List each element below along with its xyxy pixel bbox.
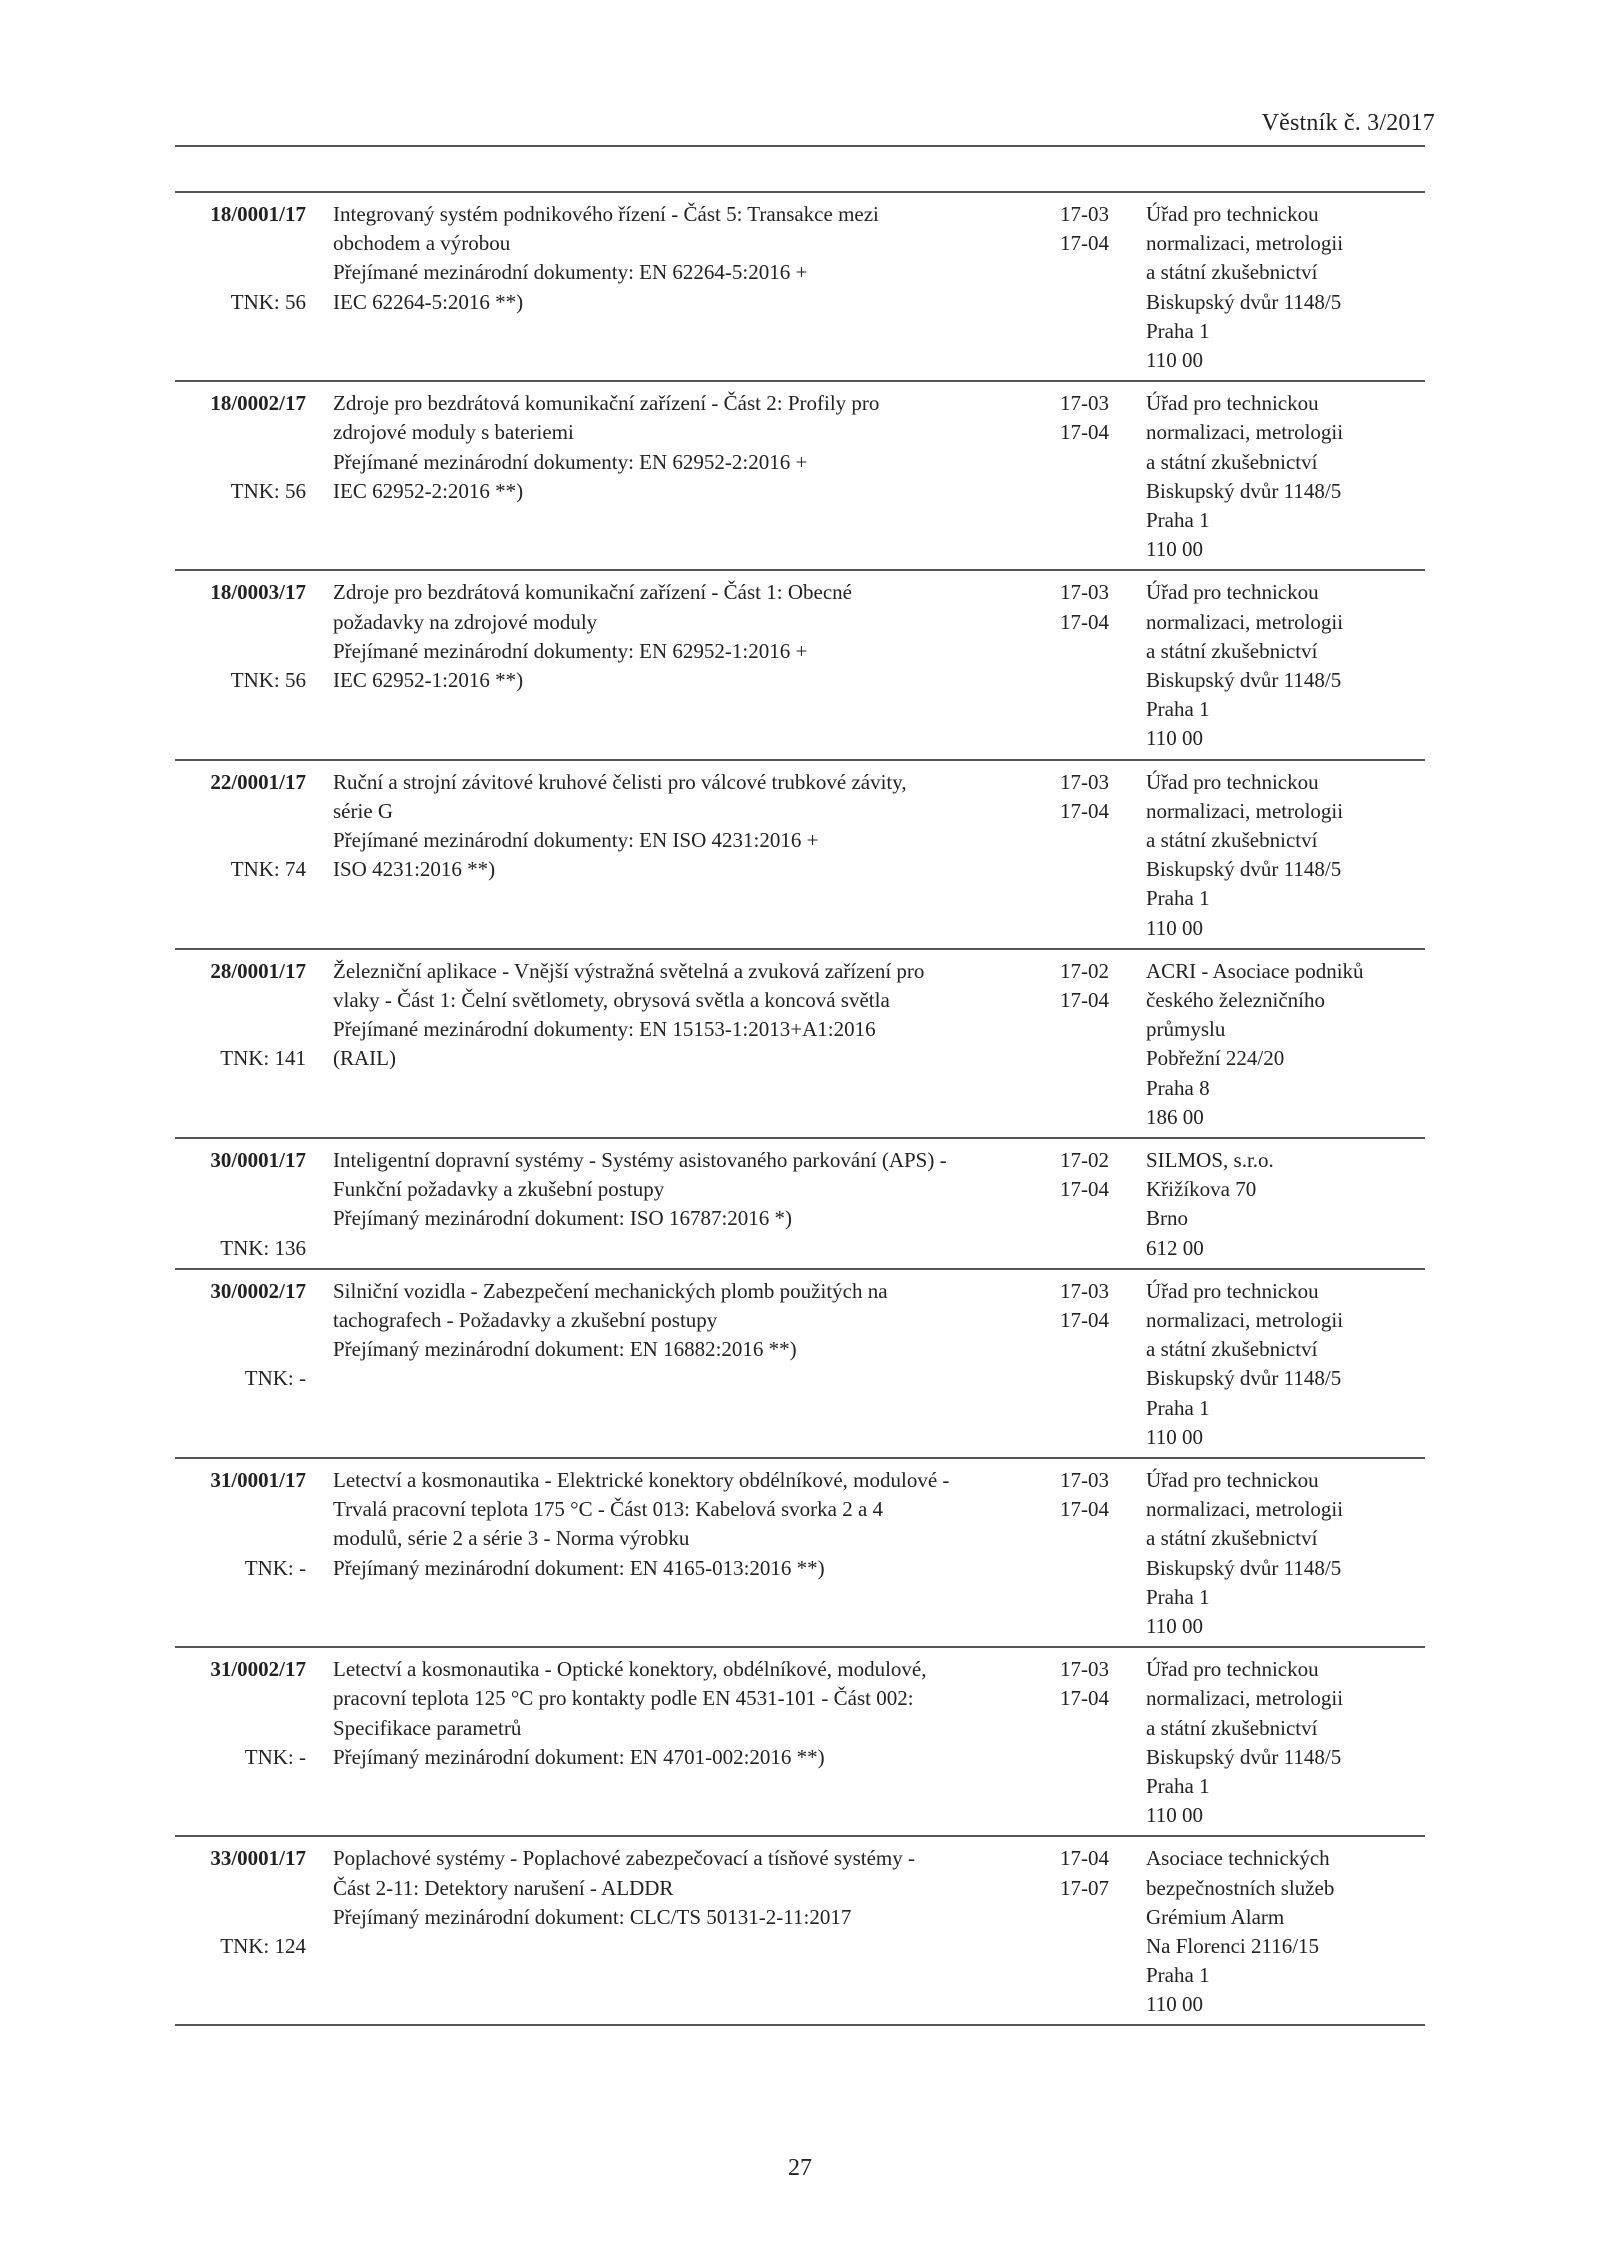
description-line: tachografech - Požadavky a zkušební postupy (333, 1307, 718, 1332)
organization-line: 186 00 (1146, 1104, 1204, 1129)
dates-cell (1060, 200, 1146, 380)
organization-line: Křižíkova 70 (1146, 1177, 1257, 1202)
description-cell (306, 768, 1060, 948)
description-line: Přejímaný mezinárodní dokument: EN 16882:2016 **) (333, 1337, 797, 1362)
date-value: 17-04 (1060, 1686, 1109, 1711)
table-row (175, 382, 1425, 571)
dates-cell (1060, 1655, 1146, 1835)
organization-line: Úřad pro technickou (1146, 202, 1319, 226)
code-cell (175, 578, 306, 758)
code-cell (175, 1277, 306, 1457)
organization-line: Biskupský dvůr 1148/5 (1146, 857, 1342, 882)
description-line: Poplachové systémy - Poplachové zabezpečovací a tísňové systémy - (333, 1846, 915, 1871)
date-value: 17-03 (1060, 1278, 1109, 1303)
dates-cell (1060, 389, 1146, 569)
notification-code: 18/0003/17 (210, 580, 306, 605)
description-line: Železniční aplikace - Vnější výstražná světelná a zvuková zařízení pro (333, 958, 925, 983)
dates-cell (1060, 578, 1146, 758)
date-value: 17-04 (1060, 798, 1109, 823)
organization-cell (1146, 200, 1425, 380)
date-value: 17-04 (1060, 420, 1109, 445)
table-row (175, 1139, 1425, 1270)
organization-line: 612 00 (1146, 1235, 1204, 1260)
organization-line: Asociace technických (1146, 1846, 1330, 1871)
organization-cell (1146, 1146, 1425, 1268)
notification-code: 28/0001/17 (210, 958, 306, 983)
page-number: 27 (788, 2155, 812, 2181)
organization-line: a státní zkušebnictví (1146, 827, 1318, 852)
description-cell (306, 1844, 1060, 2024)
organization-line: Biskupský dvůr 1148/5 (1146, 289, 1342, 314)
table-row (175, 571, 1425, 760)
description-line: obchodem a výrobou (333, 231, 511, 256)
notification-code: 30/0002/17 (210, 1278, 306, 1303)
notification-code: 18/0001/17 (210, 202, 306, 226)
tnk-label: TNK: - (244, 1744, 306, 1769)
code-cell (175, 957, 306, 1137)
notification-code: 31/0002/17 (210, 1657, 306, 1682)
description-line: Letectví a kosmonautika - Elektrické konektory obdélníkové, modulové - (333, 1467, 950, 1492)
organization-line: normalizaci, metrologii (1146, 1497, 1344, 1522)
description-line: Silniční vozidla - Zabezpečení mechanických plomb použitých na (333, 1278, 888, 1303)
description-line: Přejímaný mezinárodní dokument: CLC/TS 50131-2-11:2017 (333, 1904, 852, 1929)
organization-line: normalizaci, metrologii (1146, 798, 1344, 823)
tnk-label: TNK: 56 (230, 478, 306, 503)
date-value: 17-04 (1060, 1307, 1109, 1332)
table-row (175, 193, 1425, 382)
date-value: 17-07 (1060, 1875, 1109, 1900)
description-line: Ruční a strojní závitové kruhové čelisti pro válcové trubkové závity, (333, 769, 907, 794)
tnk-label: TNK: - (244, 1555, 306, 1580)
description-line: IEC 62952-2:2016 **) (333, 478, 524, 503)
date-value: 17-03 (1060, 1467, 1109, 1492)
organization-line: normalizaci, metrologii (1146, 231, 1344, 256)
tnk-label: TNK: 56 (230, 289, 306, 314)
table-row (175, 1270, 1425, 1459)
description-line: Zdroje pro bezdrátová komunikační zařízení - Část 1: Obecné (333, 580, 852, 605)
description-cell (306, 389, 1060, 569)
code-cell (175, 200, 306, 380)
organization-line: Pobřežní 224/20 (1146, 1046, 1285, 1071)
organization-line: normalizaci, metrologii (1146, 609, 1344, 634)
description-line: vlaky - Část 1: Čelní světlomety, obrysová světla a koncová světla (333, 987, 890, 1012)
description-line: požadavky na zdrojové moduly (333, 609, 598, 634)
organization-line: Praha 1 (1146, 697, 1210, 722)
organization-line: průmyslu (1146, 1017, 1226, 1042)
table-row (175, 1837, 1425, 2026)
organization-line: Úřad pro technickou (1146, 1278, 1319, 1303)
organization-line: Úřad pro technickou (1146, 1467, 1319, 1492)
organization-line: Praha 1 (1146, 886, 1210, 911)
header-rule (175, 145, 1425, 147)
organization-line: českého železničního (1146, 987, 1325, 1012)
organization-line: Praha 1 (1146, 508, 1210, 532)
description-line: (RAIL) (333, 1046, 396, 1071)
organization-cell (1146, 1466, 1425, 1646)
organization-line: Praha 1 (1146, 1963, 1210, 1988)
organization-line: 110 00 (1146, 1992, 1203, 2017)
dates-cell (1060, 768, 1146, 948)
description-line: Specifikace parametrů (333, 1715, 522, 1740)
description-line: Přejímané mezinárodní dokumenty: EN 15153-1:2013+A1:2016 (333, 1017, 876, 1042)
date-value: 17-04 (1060, 609, 1109, 634)
tnk-label: TNK: 56 (230, 667, 306, 692)
description-line: Přejímané mezinárodní dokumenty: EN ISO 4231:2016 + (333, 827, 819, 852)
organization-line: Praha 1 (1146, 1773, 1210, 1798)
organization-line: Praha 1 (1146, 318, 1210, 343)
organization-line: Úřad pro technickou (1146, 769, 1319, 794)
notification-code: 22/0001/17 (210, 769, 306, 794)
table-row (175, 950, 1425, 1139)
date-value: 17-04 (1060, 987, 1109, 1012)
tnk-label: TNK: 124 (220, 1933, 306, 1958)
organization-cell (1146, 578, 1425, 758)
description-line: Přejímané mezinárodní dokumenty: EN 62952-2:2016 + (333, 449, 808, 474)
description-cell (306, 1466, 1060, 1646)
table-row (175, 1648, 1425, 1837)
description-cell (306, 957, 1060, 1137)
dates-cell (1060, 957, 1146, 1137)
description-line: série G (333, 798, 394, 823)
organization-line: normalizaci, metrologii (1146, 420, 1344, 445)
description-line: Přejímané mezinárodní dokumenty: EN 62952-1:2016 + (333, 638, 808, 663)
dates-cell (1060, 1844, 1146, 2024)
description-cell (306, 200, 1060, 380)
organization-line: Biskupský dvůr 1148/5 (1146, 667, 1342, 692)
organization-line: 110 00 (1146, 1424, 1203, 1449)
notification-code: 18/0002/17 (210, 391, 306, 416)
organization-line: a státní zkušebnictví (1146, 1715, 1318, 1740)
description-line: Část 2-11: Detektory narušení - ALDDR (333, 1875, 674, 1900)
description-line: IEC 62264-5:2016 **) (333, 289, 524, 314)
organization-line: Na Florenci 2116/15 (1146, 1933, 1320, 1958)
organization-line: Biskupský dvůr 1148/5 (1146, 1744, 1342, 1769)
organization-line: Úřad pro technickou (1146, 391, 1319, 416)
organization-line: 110 00 (1146, 915, 1203, 940)
organization-line: a státní zkušebnictví (1146, 638, 1318, 663)
organization-line: Biskupský dvůr 1148/5 (1146, 1366, 1342, 1391)
table-row (175, 1459, 1425, 1648)
organization-line: normalizaci, metrologii (1146, 1686, 1344, 1711)
notification-code: 33/0001/17 (210, 1846, 306, 1871)
organization-cell (1146, 957, 1425, 1137)
date-value: 17-04 (1060, 1846, 1109, 1871)
description-line: Přejímané mezinárodní dokumenty: EN 62264-5:2016 + (333, 260, 808, 285)
organization-line: bezpečnostních služeb (1146, 1875, 1335, 1900)
organization-line: Grémium Alarm (1146, 1904, 1285, 1929)
organization-line: Praha 1 (1146, 1584, 1210, 1609)
tnk-label: TNK: 74 (230, 857, 306, 882)
description-line: Přejímaný mezinárodní dokument: ISO 16787:2016 *) (333, 1206, 793, 1231)
description-cell (306, 1146, 1060, 1268)
organization-cell (1146, 768, 1425, 948)
code-cell (175, 1146, 306, 1268)
description-line: Funkční požadavky a zkušební postupy (333, 1177, 665, 1202)
description-line: Integrovaný systém podnikového řízení - Část 5: Transakce mezi (333, 202, 879, 226)
code-cell (175, 389, 306, 569)
date-value: 17-03 (1060, 202, 1109, 226)
date-value: 17-03 (1060, 1657, 1109, 1682)
organization-line: 110 00 (1146, 726, 1203, 751)
description-line: pracovní teplota 125 °C pro kontakty podle EN 4531-101 - Část 002: (333, 1686, 914, 1711)
organization-line: a státní zkušebnictví (1146, 260, 1318, 285)
organization-line: a státní zkušebnictví (1146, 1526, 1318, 1551)
notification-code: 31/0001/17 (210, 1467, 306, 1492)
standards-table (175, 191, 1425, 2026)
code-cell (175, 1844, 306, 2024)
notification-code: 30/0001/17 (210, 1147, 306, 1172)
date-value: 17-04 (1060, 1497, 1109, 1522)
tnk-label: TNK: 141 (220, 1046, 306, 1071)
date-value: 17-03 (1060, 769, 1109, 794)
description-cell (306, 1655, 1060, 1835)
organization-line: Biskupský dvůr 1148/5 (1146, 478, 1342, 503)
organization-line: 110 00 (1146, 537, 1203, 562)
date-value: 17-02 (1060, 958, 1109, 983)
description-line: Inteligentní dopravní systémy - Systémy asistovaného parkování (APS) - (333, 1147, 947, 1172)
organization-line: ACRI - Asociace podniků (1146, 958, 1364, 983)
description-line: IEC 62952-1:2016 **) (333, 667, 524, 692)
description-line: Letectví a kosmonautika - Optické konektory, obdélníkové, modulové, (333, 1657, 927, 1682)
organization-line: a státní zkušebnictví (1146, 1337, 1318, 1362)
description-line: modulů, série 2 a série 3 - Norma výrobku (333, 1526, 690, 1551)
organization-line: Úřad pro technickou (1146, 580, 1319, 605)
organization-line: Praha 1 (1146, 1395, 1210, 1420)
table-row (175, 761, 1425, 950)
dates-cell (1060, 1466, 1146, 1646)
organization-line: 110 00 (1146, 1613, 1203, 1638)
organization-line: normalizaci, metrologii (1146, 1307, 1344, 1332)
organization-line: 110 00 (1146, 348, 1203, 373)
description-line: Přejímaný mezinárodní dokument: EN 4165-013:2016 **) (333, 1555, 825, 1580)
organization-cell (1146, 1655, 1425, 1835)
organization-cell (1146, 389, 1425, 569)
description-line: ISO 4231:2016 **) (333, 857, 496, 882)
description-cell (306, 1277, 1060, 1457)
organization-cell (1146, 1277, 1425, 1457)
organization-line: Úřad pro technickou (1146, 1657, 1319, 1682)
code-cell (175, 768, 306, 948)
tnk-label: TNK: 136 (220, 1235, 306, 1260)
organization-line: SILMOS, s.r.o. (1146, 1147, 1274, 1172)
date-value: 17-04 (1060, 231, 1109, 256)
organization-line: Brno (1146, 1206, 1188, 1231)
description-line: Zdroje pro bezdrátová komunikační zařízení - Část 2: Profily pro (333, 391, 880, 416)
date-value: 17-02 (1060, 1147, 1109, 1172)
description-cell (306, 578, 1060, 758)
date-value: 17-04 (1060, 1177, 1109, 1202)
tnk-label: TNK: - (244, 1366, 306, 1391)
organization-line: Biskupský dvůr 1148/5 (1146, 1555, 1342, 1580)
description-line: Trvalá pracovní teplota 175 °C - Část 013: Kabelová svorka 2 a 4 (333, 1497, 884, 1522)
description-line: zdrojové moduly s bateriemi (333, 420, 574, 445)
dates-cell (1060, 1277, 1146, 1457)
code-cell (175, 1466, 306, 1646)
dates-cell (1060, 1146, 1146, 1268)
date-value: 17-03 (1060, 580, 1109, 605)
organization-line: 110 00 (1146, 1803, 1203, 1828)
organization-line: Praha 8 (1146, 1075, 1210, 1100)
organization-cell (1146, 1844, 1425, 2024)
date-value: 17-03 (1060, 391, 1109, 416)
journal-title: Věstník č. 3/2017 (1261, 110, 1435, 136)
description-line: Přejímaný mezinárodní dokument: EN 4701-002:2016 **) (333, 1744, 825, 1769)
organization-line: a státní zkušebnictví (1146, 449, 1318, 474)
code-cell (175, 1655, 306, 1835)
